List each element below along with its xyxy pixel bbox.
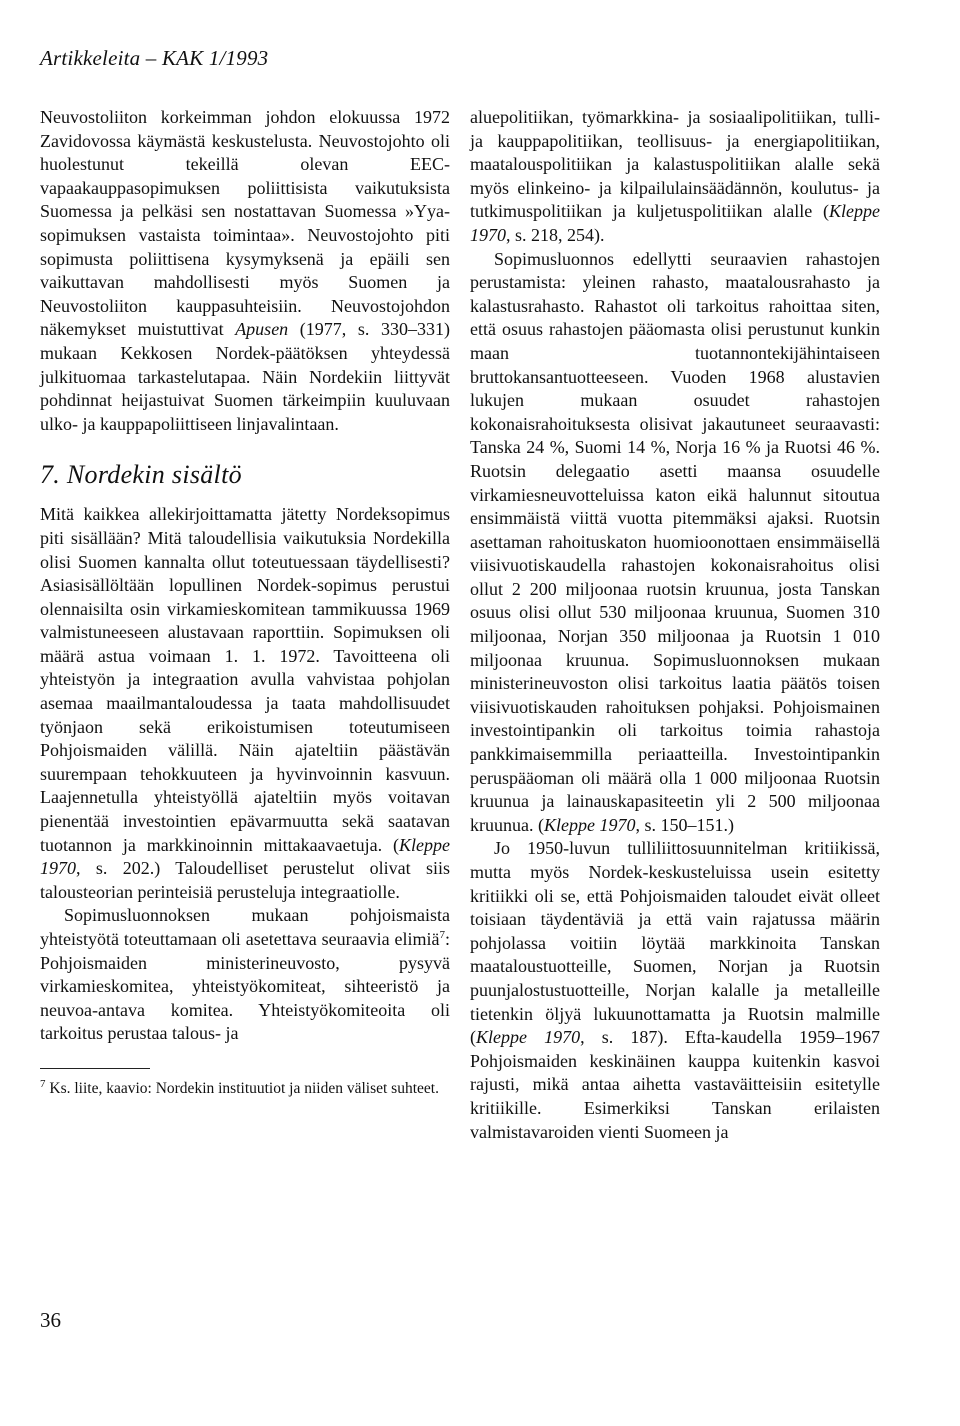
right-column: [470, 106, 880, 1144]
paragraph: aluepolitiikan, työmarkkina- ja sosiaalipolitiikan, tulli- ja kauppapolitiikan, teollisuus- ja energiapolitiikan, maatalouspolitiikan ja kalastuspolitiikan alalle sekä myös elinkeino- ja kilpailulainsäädännön, koulutus- ja tutkimuspolitiikan ja kuljetuspolitiikan alalle (Kleppe 1970, s. 218, 254).: [470, 107, 880, 245]
page-number: 36: [40, 1308, 61, 1332]
citation: Kleppe 1970: [470, 201, 880, 245]
running-header: Artikkeleita – KAK 1/1993: [40, 46, 269, 70]
paragraph: Jo 1950-luvun tulliliittosuunnitelman kritiikissä, mutta myös Nordek-keskusteluissa usein esitetty kritiikki oli se, että Pohjoismaiden taloudet eivät olleet toisiaan täydentäviä ja että vain rajatussa määrin pohjolassa voitiin löytää markkinoita Tanskan maataloustuotteille, Suomen, Norjan ja Ruotsin puunjalostustuotteille, Norjan kalalle ja metalleille tietenkin öljyä lukuunottamatta ja Ruotsin malmille (Kleppe 1970, s. 187). Efta-kaudella 1959–1967 Pohjoismaiden keskinäinen kauppa kuitenkin kasvoi rajusti, mikä antaa aihetta vastaväitteisiin esitetylle kritiikille. Esimerkiksi Tanskan erilaisten valmistavaroiden vienti Suomeen ja: [470, 838, 880, 1142]
citation: Apusen: [235, 319, 289, 340]
footnote-ref: 7: [439, 929, 445, 941]
paragraph: Sopimusluonnos edellytti seuraavien rahastojen perustamista: yleinen rahasto, maatalousrahasto ja kalastusrahasto. Rahastot oli tarkoitus rahoittaa siten, että osuus rahastojen pääomasta olisi perustunut kunkin maan tuotannontekijähintaiseen bruttokansantuotteeseen. Vuoden 1968 alustavien lukujen mukaan osuudet rahastojen kokonaisrahoituksesta olisivat jakautuneet seuraavasti: Tanska 24 %, Suomi 14 %, Norja 16 % ja Ruotsi 46 %. Ruotsin delegaatio asetti maansa osuudelle virkamiesneuvotteluissa katon eikä halunnut sitoutua ensimmäistä viittä vuotta pitemmäksi ajaksi. Ruotsin asettaman rahoituskaton huomioonottaen ensimmäisellä viisivuotiskaudella rahastojen kokonaisrahoitus olisi ollut 2 200 miljoonaa ruotsin kruunua, josta Tanskan osuus olisi ollut 530 miljoonaa kruunua, Suomen 310 miljoonaa, Norjan 350 miljoonaa ja Ruotsin 1 010 miljoonaa kruunua. Sopimusluonnoksen mukaan ministerineuvoston olisi tarkoitus laatia päätös toisen viisivuotiskauden rahoituksen pohjaksi. Pohjoismainen investointipankin oli tarkoitus toimia rahastoja pankkimaisemmilla periaatteilla. Investointipankin peruspääoman oli määrä olla 1 000 miljoonaa Ruotsin kruunua ja lainauskapasiteetin yli 2 500 miljoonaa kruunua. (Kleppe 1970, s. 150–151.): [470, 248, 880, 835]
paragraph: Neuvostoliiton korkeimman johdon elokuussa 1972 Zavidovossa käymästä keskustelusta. Neuvostojohto oli huolestunut tekeillä olevan EEC-vapaakauppasopimuksen poliittisista vaikutuksista Suomessa ja pelkäsi sen nostattavan Suomessa »Yya-sopimuksen vastaista toimintaa». Neuvostojohto piti sopimusta poliittisena kysymyksenä ja epäili sen vaikuttavan mahdollisesti myös Suomen ja Neuvostoliiton kauppasuhteisiin. Neuvostojohdon näkemykset muistuttivat Apusen (1977, s. 330–331) mukaan Kekkosen Nordek-päätöksen yhteydessä julkituomaa tarkastelutapaa. Näin Nordekiin liittyvät pohdinnat heijastuivat Suomen tärkeimpiin kuuluvaan ulko- ja kauppapoliittiseen linjavalintaan.: [40, 107, 450, 434]
paragraph: Sopimusluonnoksen mukaan pohjoismaista yhteistyötä toteuttamaan oli asetettava seuraavia elimiä$^7$: Pohjoismaiden ministerineuvosto, pysyvä virkamieskomitea, yhteistyökomiteat, sihteeristö ja neuvoa-antava komitea. Yhteistyökomiteoita oli tarkoitus perustaa talous- ja: [40, 905, 450, 1044]
footnote-divider: [40, 1068, 150, 1069]
citation: Kleppe 1970: [476, 1027, 581, 1048]
paragraph: Mitä kaikkea allekirjoittamatta jätetty Nordeksopimus piti sisällään? Mitä taloudellisia vaikutuksia Nordekilla olisi Suomen kannalta ollut toteutuessaan täydellisesti? Asiasisällöltään lopullinen Nordek-sopimus perustui olennaisilta osin virkamieskomitean tammikuussa 1969 valmistuneeseen alustavaan raporttiin. Sopimuksen oli määrä astua voimaan 1. 1. 1972. Tavoitteena oli yhteistyön ja integraation avulla vahvistaa pohjolan asemaa maailmantaloudessa ja taata mahdollisuudet työnjaon sekä erikoistumisen toteutumiseen Pohjoismaiden välillä. Näin ajateltiin päästävän suurempaan tehokkuuteen ja hyvinvoinnin kasvuun. Laajennetulla yhteistyöllä ajateltiin myös voitavan pienentää investointien epävarmuutta sekä saatavan tuotannon ja markkinoinnin mittakaavaetuja. (Kleppe 1970, s. 202.) Taloudelliset perustelut olivat siis talousteorian perinteisiä perusteluja integraatiolle.: [40, 504, 450, 902]
footnote: $^7$ Ks. liite, kaavio: Nordekin instituutiot ja niiden väliset suhteet.: [40, 1077, 439, 1097]
left-column: [40, 106, 450, 1099]
citation: Kleppe 1970: [40, 834, 450, 879]
footnote-mark: 7: [40, 1077, 46, 1090]
section-heading: 7. Nordekin sisältö: [40, 460, 242, 490]
citation: Kleppe 1970: [543, 814, 636, 835]
